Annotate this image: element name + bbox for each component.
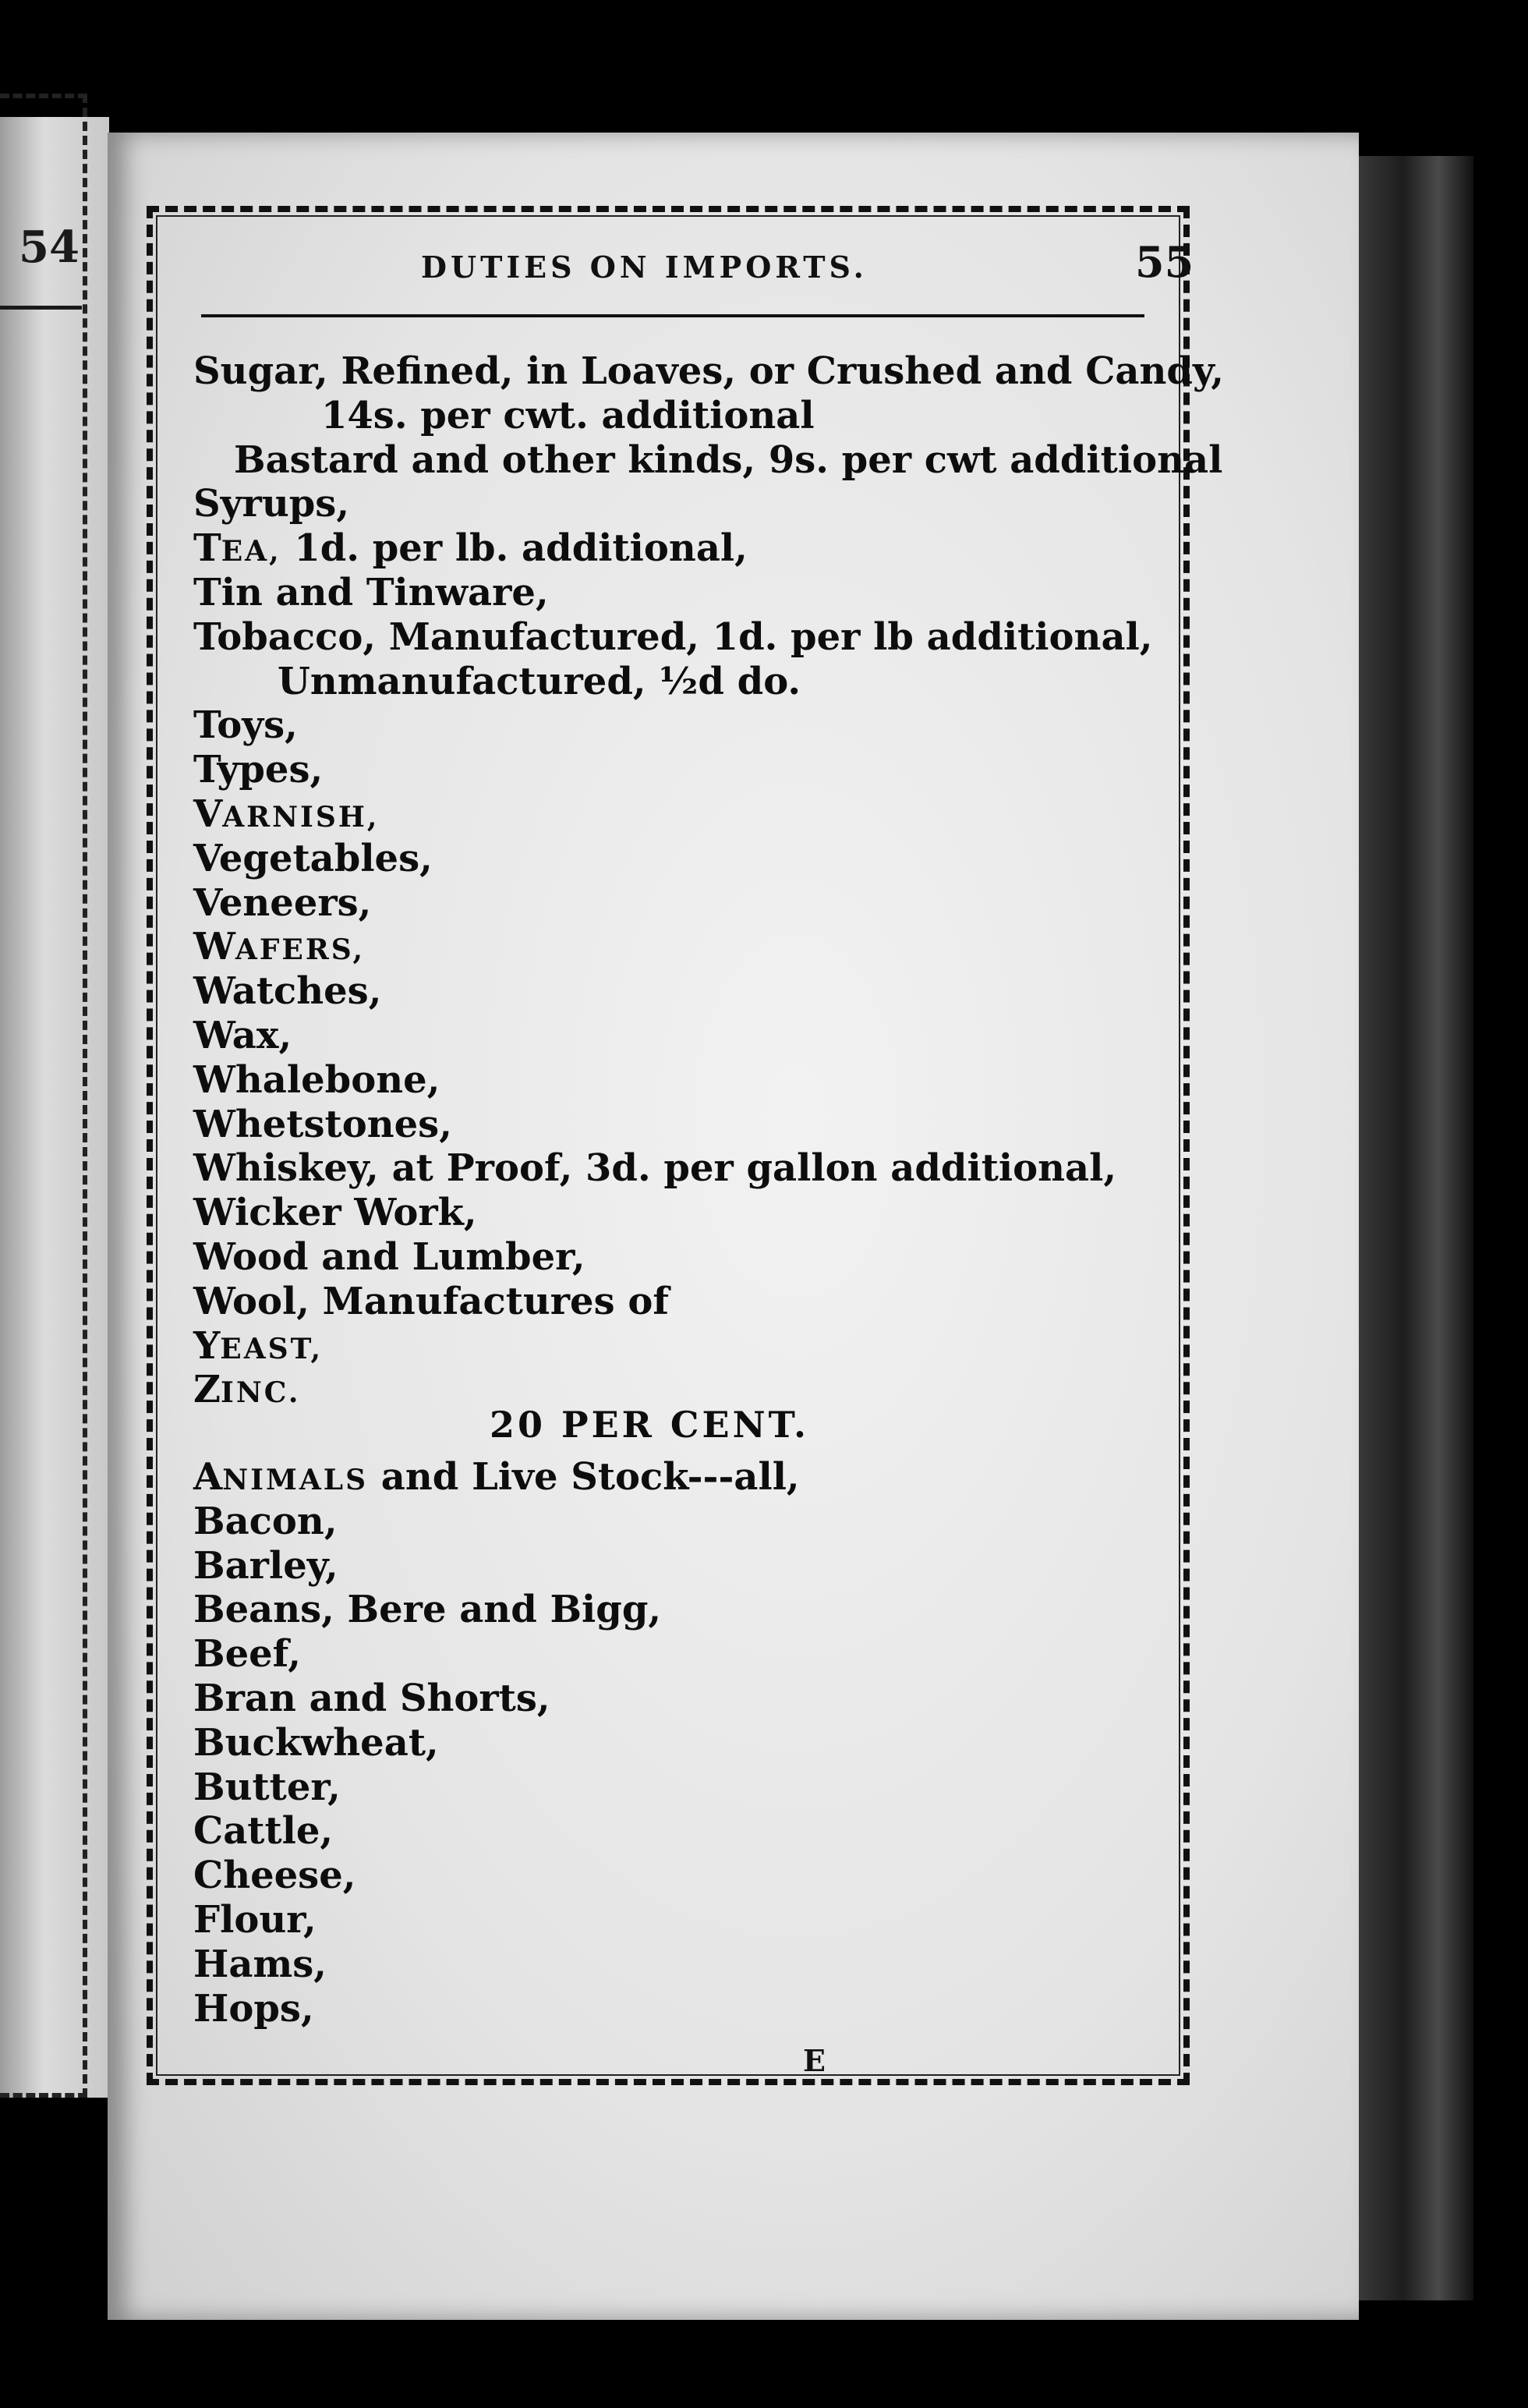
previous-page-number: 54: [19, 221, 80, 273]
entry-text: Cattle,: [193, 1809, 334, 1854]
entry-small-caps: EA,: [221, 535, 281, 568]
duty-entry: [193, 1544, 338, 1588]
duty-entry: [193, 1235, 585, 1279]
entry-text: Wood and Lumber,: [193, 1235, 585, 1279]
entry-text: Hops,: [193, 1986, 314, 2031]
duty-entry: [193, 1280, 669, 1323]
entry-text: Bastard and other kinds, 9s. per cwt additional: [234, 437, 1223, 482]
duty-entry: [193, 1898, 317, 1942]
entry-capital: W: [193, 925, 235, 969]
duty-entry: [193, 1146, 1116, 1190]
duty-entry: [193, 837, 433, 880]
entry-text: Hams,: [193, 1942, 327, 1986]
duty-entry: [193, 615, 1153, 659]
entry-text: 14s. per cwt. additional: [321, 393, 815, 437]
section-heading: 20 PER CENT.: [490, 1404, 809, 1446]
duty-entry: [193, 1854, 355, 1897]
duty-entry: [321, 394, 815, 437]
entry-text: Whiskey, at Proof, 3d. per gallon additional,: [193, 1146, 1117, 1191]
entry-capital: Z: [193, 1368, 221, 1412]
page-number: 55: [1135, 237, 1194, 287]
previous-page-rule: [0, 306, 82, 310]
book-edge: [1356, 156, 1473, 2300]
duty-entry: [193, 1987, 314, 2031]
duty-entry: [193, 881, 371, 925]
duty-entry: [193, 526, 748, 573]
duty-entry: [193, 1368, 300, 1415]
duty-entry: [193, 1632, 301, 1676]
signature-mark: E: [803, 2043, 826, 2078]
entry-text: Butter,: [193, 1765, 341, 1809]
entry-text: Flour,: [193, 1898, 317, 1942]
duty-entry: [193, 925, 365, 972]
duty-entry: [193, 349, 1224, 393]
entry-text: Cheese,: [193, 1854, 356, 1898]
header-rule: [201, 314, 1144, 317]
entry-small-caps: EAST,: [220, 1332, 324, 1365]
duty-entry: [193, 1191, 477, 1234]
duty-entry: [193, 1588, 661, 1631]
duty-entry: [193, 1500, 338, 1543]
duty-entry: [278, 660, 801, 703]
entry-text: Barley,: [193, 1543, 338, 1588]
entry-capital: A: [193, 1455, 223, 1499]
duty-entry: [193, 792, 379, 839]
entry-text: Bran and Shorts,: [193, 1677, 550, 1720]
entry-capital: V: [193, 792, 223, 836]
entry-text: Toys,: [193, 703, 298, 748]
duty-entry: [193, 703, 298, 747]
entry-text: Buckwheat,: [193, 1720, 439, 1765]
duty-entry: [193, 1455, 800, 1502]
entry-text: Whalebone,: [193, 1057, 440, 1102]
entry-capital: Y: [193, 1323, 221, 1368]
entry-small-caps: ARNISH,: [222, 801, 380, 834]
duty-entry: [193, 969, 381, 1013]
duty-entry: [193, 1721, 439, 1765]
entry-text: Sugar, Refined, in Loaves, or Crushed and Candy,: [193, 349, 1224, 393]
entry-text: Bacon,: [193, 1499, 338, 1543]
entry-capital: T: [193, 526, 221, 571]
entry-text: Wool, Manufactures of: [193, 1279, 669, 1323]
entry-text: Whetstones,: [193, 1102, 452, 1146]
duty-entry: [193, 1765, 341, 1809]
previous-page-border: [0, 94, 87, 2098]
duty-entry: [193, 748, 323, 791]
entry-text: Veneers,: [193, 880, 372, 925]
duty-entry: [193, 571, 549, 614]
duty-entry: [193, 1103, 452, 1146]
duty-entry: [234, 438, 1222, 482]
entry-text: Tin and Tinware,: [193, 571, 549, 614]
entry-text: Tobacco, Manufactured, 1d. per lb additional,: [193, 614, 1153, 659]
entry-text: Vegetables,: [193, 836, 433, 880]
entry-small-caps: AFERS,: [235, 933, 366, 967]
entry-text: Types,: [193, 748, 324, 792]
entry-text: and Live Stock---all,: [368, 1455, 800, 1499]
entry-small-caps: INC.: [221, 1376, 301, 1410]
entry-text: 1d. per lb. additional,: [281, 526, 748, 571]
duty-entry: [193, 1058, 440, 1102]
duty-entry: [193, 482, 349, 526]
running-head: DUTIES ON IMPORTS.: [421, 250, 868, 285]
entry-small-caps: NIMALS: [222, 1464, 369, 1496]
entry-text: Syrups,: [193, 482, 350, 526]
duty-entry: [193, 1324, 323, 1371]
entry-text: Wicker Work,: [193, 1191, 477, 1235]
duty-entry: [193, 1809, 333, 1853]
duty-entry: [193, 1942, 327, 1986]
entry-text: Unmanufactured, ½d do.: [278, 659, 801, 703]
duty-entry: [193, 1014, 292, 1057]
entry-text: Watches,: [193, 969, 382, 1014]
duty-entry: [193, 1677, 550, 1720]
entry-text: Beans, Bere and Bigg,: [193, 1588, 662, 1632]
entry-text: Wax,: [193, 1014, 292, 1057]
entry-text: Beef,: [193, 1632, 301, 1677]
